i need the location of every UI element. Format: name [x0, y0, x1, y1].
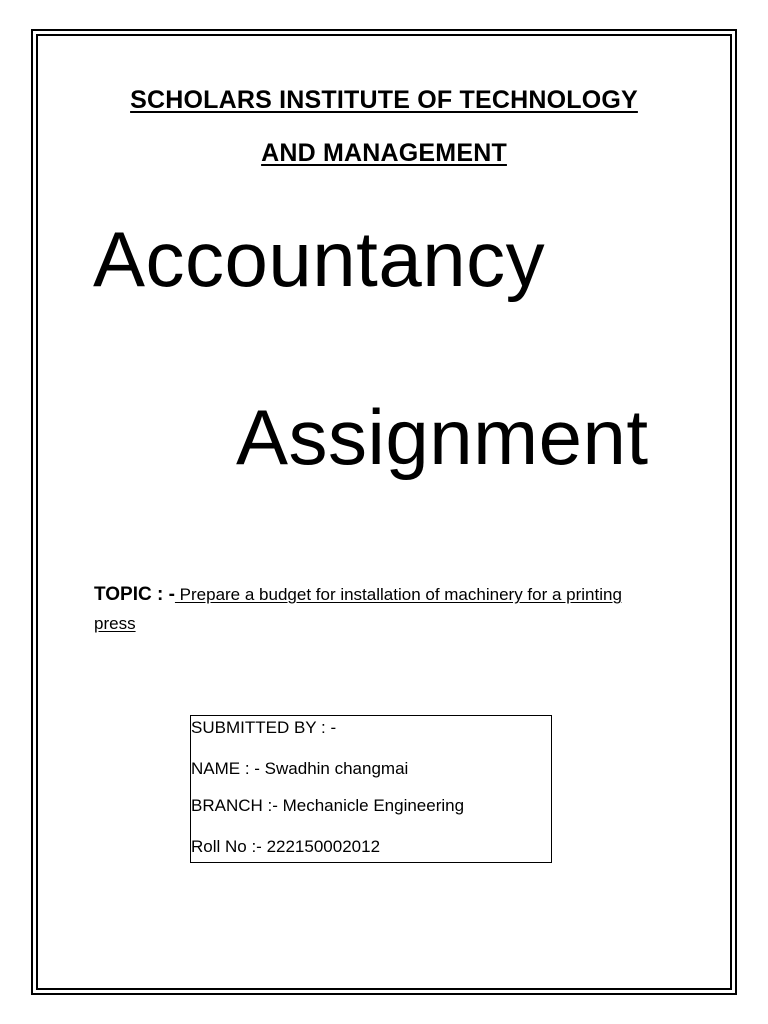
institute-name-line-1: SCHOLARS INSTITUTE OF TECHNOLOGY: [130, 86, 638, 114]
topic-label: TOPIC : -: [94, 584, 175, 605]
topic-block: [94, 580, 634, 638]
submission-box: [190, 715, 552, 863]
student-name: NAME : - Swadhin changmai: [191, 759, 409, 778]
student-roll-no: Roll No :- 222150002012: [191, 837, 381, 856]
institute-name-line-2: AND MANAGEMENT: [261, 139, 507, 167]
topic-text: Prepare a budget for installation of machinery for a printing press: [94, 585, 622, 633]
title-assignment: Assignment: [236, 393, 649, 481]
submitted-by-label: SUBMITTED BY : -: [191, 718, 337, 737]
student-branch: BRANCH :- Mechanicle Engineering: [191, 796, 465, 815]
title-accountancy: Accountancy: [93, 215, 546, 303]
